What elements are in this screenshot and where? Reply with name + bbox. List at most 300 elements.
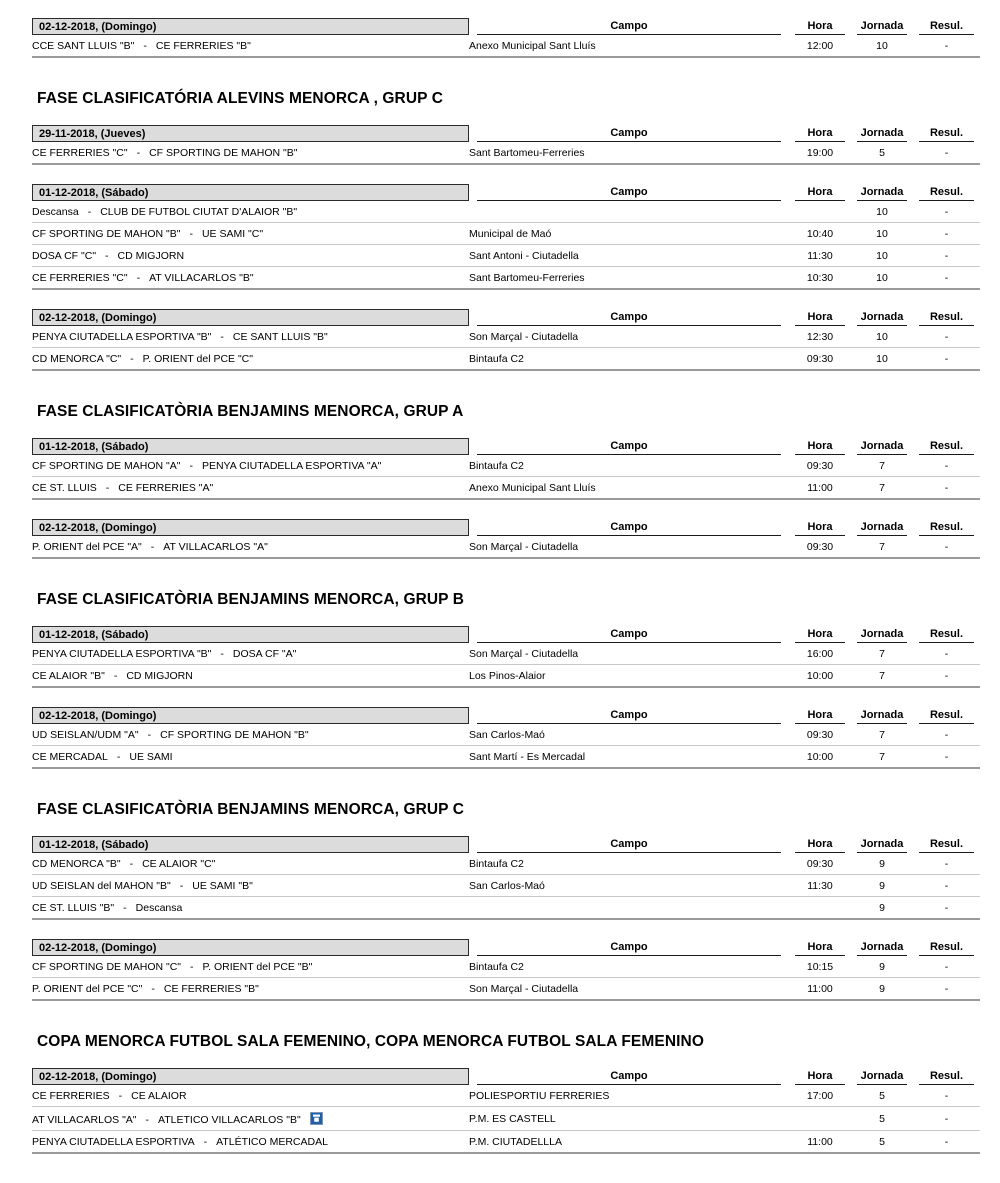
fixture-table	[32, 305, 980, 371]
home-team: CF SPORTING DE MAHON "C"	[32, 961, 182, 973]
column-header-campo: Campo	[477, 184, 781, 201]
column-header-jornada: Jornada	[857, 18, 907, 35]
fixture-table	[32, 434, 980, 500]
venue-cell: Sant Bartomeu-Ferreries	[469, 142, 789, 164]
table-header-row	[32, 1064, 980, 1085]
column-header-resultado: Resul.	[919, 707, 974, 724]
versus-separator: -	[130, 353, 134, 365]
result-cell: -	[913, 348, 980, 371]
result-cell: -	[913, 897, 980, 920]
venue-cell: San Carlos-Maó	[469, 724, 789, 746]
result-cell: -	[913, 1131, 980, 1154]
table-header-row	[32, 515, 980, 536]
versus-separator: -	[143, 40, 147, 52]
column-header-hora: Hora	[795, 836, 845, 853]
venue-cell: San Carlos-Maó	[469, 875, 789, 897]
matchday-cell: 7	[851, 477, 913, 500]
match-cell	[32, 1131, 469, 1154]
column-header-jornada: Jornada	[857, 309, 907, 326]
section-title: FASE CLASIFICATÓRIA ALEVINS MENORCA , GRUP C	[37, 90, 443, 107]
date-bar: 02-12-2018, (Domingo)	[32, 309, 469, 326]
away-team: CD MIGJORN	[126, 670, 193, 682]
column-header-campo: Campo	[477, 18, 781, 35]
time-cell: 11:00	[789, 1131, 851, 1154]
result-cell: -	[913, 455, 980, 477]
block-spacer	[32, 1001, 980, 1016]
table-row	[32, 477, 980, 500]
versus-separator: -	[87, 206, 92, 218]
home-team: CD MENORCA "C"	[32, 353, 122, 365]
venue-cell	[469, 201, 789, 223]
match-cell	[32, 142, 469, 164]
venue-cell: P.M. ES CASTELL	[469, 1107, 789, 1131]
column-header-jornada: Jornada	[857, 707, 907, 724]
match-cell	[32, 477, 469, 500]
match-cell	[32, 1107, 469, 1131]
result-cell: -	[913, 201, 980, 223]
column-header-campo: Campo	[477, 1068, 781, 1085]
table-row	[32, 536, 980, 558]
away-team: CE FERRERIES "B"	[163, 983, 259, 995]
table-header-row	[32, 305, 980, 326]
time-cell: 09:30	[789, 455, 851, 477]
column-header-jornada: Jornada	[857, 939, 907, 956]
matchday-cell: 7	[851, 455, 913, 477]
versus-separator: -	[189, 228, 193, 240]
column-header-jornada: Jornada	[857, 438, 907, 455]
result-cell: -	[913, 724, 980, 746]
venue-cell: Son Marçal - Ciutadella	[469, 978, 789, 1001]
column-header-jornada: Jornada	[857, 626, 907, 643]
result-cell: -	[913, 665, 980, 688]
match-cell	[32, 35, 469, 57]
fixture-section	[32, 14, 980, 73]
home-team: UD SEISLAN/UDM "A"	[32, 729, 139, 741]
column-header-resultado: Resul.	[919, 18, 974, 35]
result-cell: -	[913, 956, 980, 978]
home-team: CE ST. LLUIS "B"	[32, 902, 115, 914]
home-team: CE ALAIOR "B"	[32, 670, 105, 682]
date-bar: 02-12-2018, (Domingo)	[32, 1068, 469, 1085]
home-team: CCE SANT LLUIS "B"	[32, 40, 135, 52]
column-header-resultado: Resul.	[919, 1068, 974, 1085]
home-team: CE FERRERIES "C"	[32, 147, 128, 159]
section-title: COPA MENORCA FUTBOL SALA FEMENINO, COPA MENORCA FUTBOL SALA FEMENINO	[37, 1033, 704, 1050]
matchday-cell: 10	[851, 35, 913, 57]
table-row	[32, 897, 980, 920]
fixture-table	[32, 1064, 980, 1154]
away-team: PENYA CIUTADELLA ESPORTIVA "A"	[201, 460, 382, 472]
home-team: CE FERRERIES "C"	[32, 272, 128, 284]
fixture-table	[32, 14, 980, 58]
home-team: DOSA CF "C"	[32, 250, 97, 262]
date-bar: 29-11-2018, (Jueves)	[32, 125, 469, 142]
column-header-resultado: Resul.	[919, 836, 974, 853]
table-row	[32, 1085, 980, 1107]
column-header-campo: Campo	[477, 707, 781, 724]
date-bar: 02-12-2018, (Domingo)	[32, 939, 469, 956]
matchday-cell: 7	[851, 536, 913, 558]
versus-separator: -	[145, 1114, 150, 1126]
home-team: CE FERRERIES	[32, 1090, 110, 1102]
column-header-resultado: Resul.	[919, 125, 974, 142]
column-header-resultado: Resul.	[919, 184, 974, 201]
match-cell	[32, 978, 469, 1001]
block-spacer	[32, 688, 980, 703]
result-cell: -	[913, 267, 980, 290]
matchday-cell: 9	[851, 956, 913, 978]
match-cell	[32, 223, 469, 245]
matchday-cell: 7	[851, 724, 913, 746]
home-team: PENYA CIUTADELLA ESPORTIVA "B"	[32, 648, 212, 660]
away-team: CF SPORTING DE MAHON "B"	[160, 729, 309, 741]
versus-separator: -	[190, 961, 194, 973]
match-cell	[32, 455, 469, 477]
home-team: UD SEISLAN del MAHON "B"	[32, 880, 171, 892]
fixture-section	[32, 1033, 980, 1169]
table-row	[32, 201, 980, 223]
date-bar: 01-12-2018, (Sábado)	[32, 438, 469, 455]
away-team: P. ORIENT del PCE "B"	[202, 961, 313, 973]
table-header-row	[32, 180, 980, 201]
table-row	[32, 348, 980, 371]
time-cell: 12:30	[789, 326, 851, 348]
home-team: PENYA CIUTADELLA ESPORTIVA "B"	[32, 331, 212, 343]
match-cell	[32, 245, 469, 267]
venue-cell: Los Pinos-Alaior	[469, 665, 789, 688]
time-cell: 11:30	[789, 875, 851, 897]
time-cell: 11:30	[789, 245, 851, 267]
away-team: UE SAMI "B"	[192, 880, 253, 892]
versus-separator: -	[220, 648, 224, 660]
time-cell: 17:00	[789, 1085, 851, 1107]
matchday-cell: 5	[851, 142, 913, 164]
section-title: FASE CLASIFICATÒRIA BENJAMINS MENORCA, GRUP B	[37, 591, 465, 608]
table-row	[32, 875, 980, 897]
match-cell	[32, 853, 469, 875]
table-row	[32, 1131, 980, 1154]
away-team: ATLÉTICO MERCADAL	[216, 1136, 328, 1148]
matchday-cell: 10	[851, 348, 913, 371]
result-cell: -	[913, 477, 980, 500]
versus-separator: -	[189, 460, 193, 472]
time-cell: 09:30	[789, 348, 851, 371]
fixture-table	[32, 121, 980, 165]
away-team: ATLETICO VILLACARLOS "B"	[158, 1114, 301, 1126]
away-team: UE SAMI	[129, 751, 173, 763]
column-header-jornada: Jornada	[857, 125, 907, 142]
away-team: P. ORIENT del PCE "C"	[142, 353, 253, 365]
column-header-hora: Hora	[795, 1068, 845, 1085]
result-cell: -	[913, 875, 980, 897]
table-header-row	[32, 935, 980, 956]
table-header-row	[32, 434, 980, 455]
block-spacer	[32, 371, 980, 386]
home-team: CE MERCADAL	[32, 751, 108, 763]
away-team: AT VILLACARLOS "A"	[163, 541, 268, 553]
venue-cell: Anexo Municipal Sant Lluís	[469, 35, 789, 57]
venue-cell: P.M. CIUTADELLLA	[469, 1131, 789, 1154]
date-bar: 02-12-2018, (Domingo)	[32, 519, 469, 536]
column-header-campo: Campo	[477, 309, 781, 326]
time-cell: 19:00	[789, 142, 851, 164]
column-header-resultado: Resul.	[919, 309, 974, 326]
venue-cell: Son Marçal - Ciutadella	[469, 643, 789, 665]
matchday-cell: 10	[851, 201, 913, 223]
table-row	[32, 724, 980, 746]
away-team: CE SANT LLUIS "B"	[232, 331, 328, 343]
fixture-table	[32, 180, 980, 290]
column-header-campo: Campo	[477, 438, 781, 455]
table-row	[32, 455, 980, 477]
venue-cell: Municipal de Maó	[469, 223, 789, 245]
time-cell	[789, 201, 851, 223]
result-cell: -	[913, 245, 980, 267]
block-spacer	[32, 920, 980, 935]
column-header-hora: Hora	[795, 519, 845, 536]
away-team: CE FERRERIES "A"	[118, 482, 214, 494]
column-header-hora: Hora	[795, 184, 845, 201]
table-header-row	[32, 14, 980, 35]
result-cell: -	[913, 1085, 980, 1107]
venue-cell: Sant Martí - Es Mercadal	[469, 746, 789, 769]
table-row	[32, 746, 980, 769]
column-header-resultado: Resul.	[919, 626, 974, 643]
fixture-section	[32, 403, 980, 574]
home-team: P. ORIENT del PCE "A"	[32, 541, 142, 553]
result-cell: -	[913, 853, 980, 875]
away-team: CF SPORTING DE MAHON "B"	[149, 147, 298, 159]
result-cell: -	[913, 978, 980, 1001]
venue-cell: Sant Bartomeu-Ferreries	[469, 267, 789, 290]
time-cell: 09:30	[789, 853, 851, 875]
block-spacer	[32, 769, 980, 784]
table-row	[32, 853, 980, 875]
venue-cell: Bintaufa C2	[469, 956, 789, 978]
date-bar: 02-12-2018, (Domingo)	[32, 707, 469, 724]
block-spacer	[32, 500, 980, 515]
versus-separator: -	[129, 858, 134, 870]
match-cell	[32, 348, 469, 371]
match-cell	[32, 665, 469, 688]
venue-cell: Bintaufa C2	[469, 348, 789, 371]
fixture-table	[32, 703, 980, 769]
date-bar: 01-12-2018, (Sábado)	[32, 184, 469, 201]
venue-cell: Sant Antoni - Ciutadella	[469, 245, 789, 267]
venue-cell: POLIESPORTIU FERRERIES	[469, 1085, 789, 1107]
home-team: P. ORIENT del PCE "C"	[32, 983, 143, 995]
table-row	[32, 35, 980, 57]
away-team: CE ALAIOR	[131, 1090, 187, 1102]
away-team: Descansa	[135, 902, 183, 914]
fixture-table	[32, 515, 980, 559]
column-header-hora: Hora	[795, 438, 845, 455]
result-cell: -	[913, 536, 980, 558]
fixture-section	[32, 801, 980, 1016]
matchday-cell: 5	[851, 1131, 913, 1154]
table-row	[32, 267, 980, 290]
versus-separator: -	[113, 670, 118, 682]
matchday-cell: 5	[851, 1085, 913, 1107]
versus-separator: -	[105, 482, 110, 494]
time-cell: 10:00	[789, 746, 851, 769]
match-cell	[32, 746, 469, 769]
result-cell: -	[913, 35, 980, 57]
versus-separator: -	[151, 983, 155, 995]
versus-separator: -	[105, 250, 109, 262]
column-header-jornada: Jornada	[857, 836, 907, 853]
match-cell	[32, 643, 469, 665]
home-team: CD MENORCA "B"	[32, 858, 121, 870]
block-spacer	[32, 1154, 980, 1169]
matchday-cell: 7	[851, 665, 913, 688]
table-row	[32, 1107, 980, 1131]
table-header-row	[32, 622, 980, 643]
versus-separator: -	[136, 272, 141, 284]
section-title: FASE CLASIFICATÒRIA BENJAMINS MENORCA, GRUP A	[37, 403, 464, 420]
fixture-section	[32, 90, 980, 386]
column-header-jornada: Jornada	[857, 519, 907, 536]
match-cell	[32, 536, 469, 558]
home-team: AT VILLACARLOS "A"	[32, 1114, 137, 1126]
matchday-cell: 9	[851, 897, 913, 920]
matchday-cell: 10	[851, 326, 913, 348]
column-header-hora: Hora	[795, 18, 845, 35]
venue-cell: Bintaufa C2	[469, 853, 789, 875]
time-cell: 10:40	[789, 223, 851, 245]
date-bar: 02-12-2018, (Domingo)	[32, 18, 469, 35]
time-cell: 09:30	[789, 536, 851, 558]
venue-cell: Anexo Municipal Sant Lluís	[469, 477, 789, 500]
matchday-cell: 9	[851, 875, 913, 897]
matchday-cell: 10	[851, 245, 913, 267]
column-header-campo: Campo	[477, 125, 781, 142]
match-cell	[32, 267, 469, 290]
versus-separator: -	[220, 331, 224, 343]
venue-cell: Son Marçal - Ciutadella	[469, 536, 789, 558]
versus-separator: -	[116, 751, 121, 763]
section-title: FASE CLASIFICATÒRIA BENJAMINS MENORCA, GRUP C	[37, 801, 465, 818]
fixture-table	[32, 622, 980, 688]
fixture-section	[32, 591, 980, 784]
table-header-row	[32, 832, 980, 853]
match-cell	[32, 201, 469, 223]
match-cell	[32, 956, 469, 978]
column-header-jornada: Jornada	[857, 1068, 907, 1085]
versus-separator: -	[123, 902, 127, 914]
match-cell	[32, 1085, 469, 1107]
matchday-cell: 5	[851, 1107, 913, 1131]
table-header-row	[32, 121, 980, 142]
fixture-table	[32, 935, 980, 1001]
matchday-cell: 9	[851, 853, 913, 875]
versus-separator: -	[150, 541, 155, 553]
table-row	[32, 326, 980, 348]
match-cell	[32, 326, 469, 348]
date-bar: 01-12-2018, (Sábado)	[32, 836, 469, 853]
time-cell	[789, 1107, 851, 1131]
result-cell: -	[913, 223, 980, 245]
result-cell: -	[913, 1107, 980, 1131]
match-cell	[32, 897, 469, 920]
versus-separator: -	[179, 880, 184, 892]
home-team: PENYA CIUTADELLA ESPORTIVA	[32, 1136, 195, 1148]
home-team: CF SPORTING DE MAHON "A"	[32, 460, 181, 472]
versus-separator: -	[203, 1136, 208, 1148]
away-team: CLUB DE FUTBOL CIUTAT D'ALAIOR "B"	[100, 206, 298, 218]
column-header-hora: Hora	[795, 939, 845, 956]
venue-cell: Son Marçal - Ciutadella	[469, 326, 789, 348]
away-team: CE FERRERIES "B"	[155, 40, 251, 52]
block-spacer	[32, 58, 980, 73]
column-header-hora: Hora	[795, 125, 845, 142]
time-cell: 09:30	[789, 724, 851, 746]
away-team: AT VILLACARLOS "B"	[149, 272, 254, 284]
table-row	[32, 978, 980, 1001]
table-row	[32, 956, 980, 978]
block-spacer	[32, 559, 980, 574]
versus-separator: -	[147, 729, 152, 741]
time-cell: 10:15	[789, 956, 851, 978]
column-header-resultado: Resul.	[919, 438, 974, 455]
time-cell	[789, 897, 851, 920]
home-team: CE ST. LLUIS	[32, 482, 97, 494]
column-header-hora: Hora	[795, 309, 845, 326]
away-team: CE ALAIOR "C"	[142, 858, 216, 870]
time-cell: 12:00	[789, 35, 851, 57]
column-header-campo: Campo	[477, 836, 781, 853]
time-cell: 11:00	[789, 978, 851, 1001]
column-header-campo: Campo	[477, 626, 781, 643]
block-spacer	[32, 290, 980, 305]
note-badge-icon[interactable]	[310, 1112, 323, 1125]
matchday-cell: 10	[851, 223, 913, 245]
column-header-campo: Campo	[477, 939, 781, 956]
result-cell: -	[913, 142, 980, 164]
result-cell: -	[913, 326, 980, 348]
matchday-cell: 7	[851, 746, 913, 769]
away-team: DOSA CF "A"	[232, 648, 297, 660]
versus-separator: -	[136, 147, 141, 159]
away-team: CD MIGJORN	[117, 250, 185, 262]
time-cell: 11:00	[789, 477, 851, 500]
versus-separator: -	[118, 1090, 123, 1102]
result-cell: -	[913, 643, 980, 665]
result-cell: -	[913, 746, 980, 769]
column-header-resultado: Resul.	[919, 939, 974, 956]
column-header-hora: Hora	[795, 707, 845, 724]
matchday-cell: 7	[851, 643, 913, 665]
column-header-hora: Hora	[795, 626, 845, 643]
block-spacer	[32, 165, 980, 180]
table-row	[32, 223, 980, 245]
matchday-cell: 10	[851, 267, 913, 290]
time-cell: 16:00	[789, 643, 851, 665]
away-team: UE SAMI "C"	[201, 228, 264, 240]
match-cell	[32, 875, 469, 897]
home-team: CF SPORTING DE MAHON "B"	[32, 228, 181, 240]
column-header-campo: Campo	[477, 519, 781, 536]
column-header-jornada: Jornada	[857, 184, 907, 201]
venue-cell	[469, 897, 789, 920]
table-row	[32, 665, 980, 688]
table-header-row	[32, 703, 980, 724]
time-cell: 10:30	[789, 267, 851, 290]
fixture-table	[32, 832, 980, 920]
venue-cell: Bintaufa C2	[469, 455, 789, 477]
date-bar: 01-12-2018, (Sábado)	[32, 626, 469, 643]
home-team: Descansa	[32, 206, 79, 218]
